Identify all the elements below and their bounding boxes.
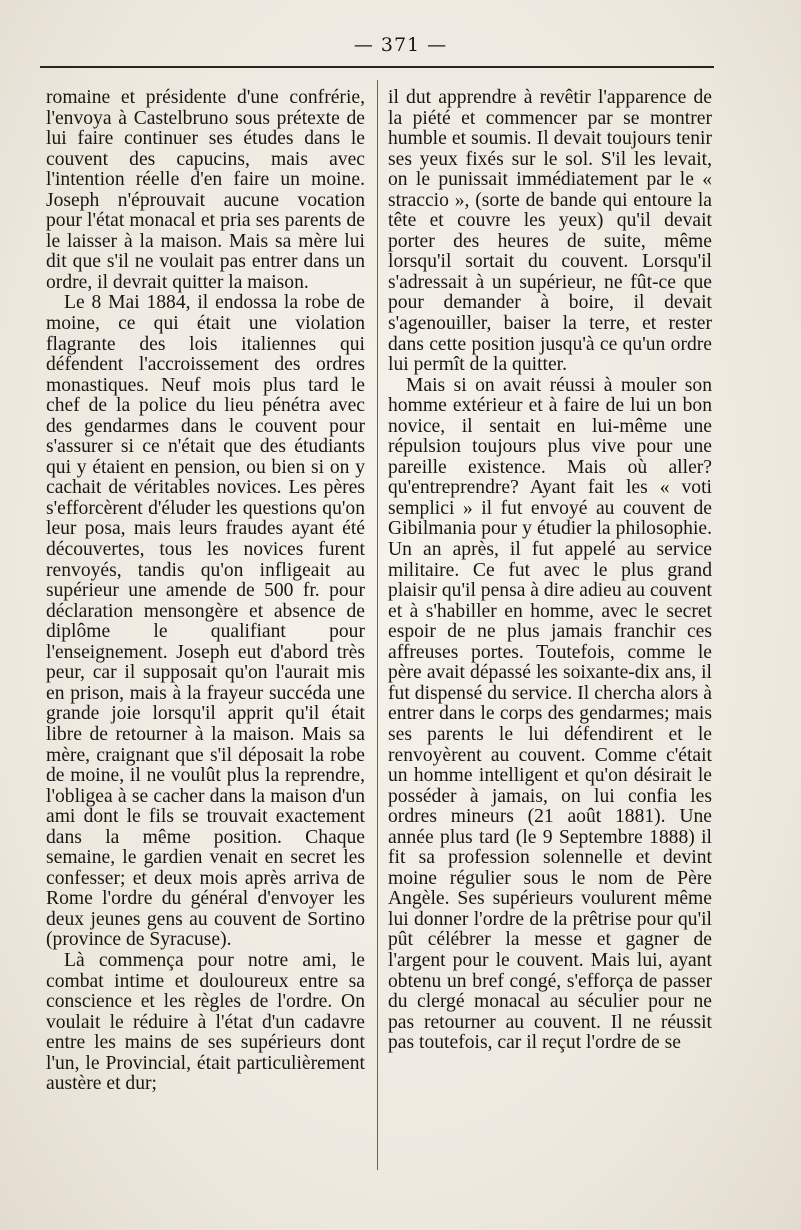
paragraph: Là commença pour notre ami, le combat intime et douloureux entre sa conscience et les règles de l'ordre. On voulait le réduire à l'état d'un cadavre entre les mains de ses supérieurs dont l'un, le Provincial, était particulièrement austère et dur;	[46, 949, 365, 1095]
right-column	[388, 88, 712, 1054]
paragraph: il dut apprendre à revêtir l'apparence de la piété et commencer par se montrer humble et soumis. Il devait toujours tenir ses yeux fixés sur le sol. S'il les levait, on le punissait immédiatement par le « straccio », (sorte de bande qui entoure la tête et couvre les yeux) qu'il devait porter des heures de suite, même lorsqu'il sortait du couvent. Lorsqu'il s'adressait à un supérieur, ne fût-ce que pour demander à boire, il devait s'agenouiller, baiser la terre, et rester dans cette position jusqu'à ce qu'un ordre lui permît de la quitter.	[388, 87, 712, 376]
left-column	[46, 88, 365, 1095]
paragraph: Le 8 Mai 1884, il endossa la robe de moine, ce qui était une violation flagrante des lois italiennes qui défendent l'accroissement des ordres monastiques. Neuf mois plus tard le chef de la police du lieu pénétra avec des gendarmes dans le couvent pour s'assurer si ce n'était que des étudiants qui y étaient en pension, ou bien si on y cachait de véritables novices. Les pères s'efforcèrent d'éluder les questions qu'on leur posa, mais leurs fraudes ayant été découvertes, tous les novices furent renvoyés, tandis qu'on infligeait au supérieur une amende de 500 fr. pour déclaration mensongère et absence de diplôme le qualifiant pour l'enseignement. Joseph eut d'abord très peur, car il supposait qu'on l'aurait mis en prison, mais à la frayeur succéda une grande joie lorsqu'il apprit qu'il était libre de retourner à la maison. Mais sa mère, craignant que s'il déposait la robe de moine, il ne voulût plus la reprendre, l'obligea à se cacher dans la maison d'un ami dont le fils se trouvait exactement dans la même position. Chaque semaine, le gardien venait en secret les confesser; et deux mois après arriva de Rome l'ordre du général d'envoyer les deux jeunes gens au couvent de Sortino (province de Syracuse).	[46, 292, 365, 951]
column-divider	[377, 80, 378, 1170]
paragraph: romaine et présidente d'une confrérie, l'envoya à Castelbruno sous prétexte de lui faire continuer ses études dans le couvent des capucins, mais avec l'intention réelle d'en faire un moine. Joseph n'éprouvait aucune vocation pour l'état monacal et pria ses parents de le laisser à la maison. Mais sa mère lui dit que s'il ne voulait pas entrer dans un ordre, il devrait quitter la maison.	[46, 87, 365, 293]
header-rule	[40, 66, 714, 68]
page-number: — 371 —	[353, 34, 448, 56]
paragraph: Mais si on avait réussi à mouler son homme extérieur et à faire de lui un bon novice, il sentait en lui-même une répulsion toujours plus vive pour une pareille existence. Mais où aller? qu'entreprendre? Ayant fait les « voti semplici » il fut envoyé au couvent de Gibilmania pour y étudier la philosophie. Un an après, il fut appelé au service militaire. Ce fut avec le plus grand plaisir qu'il pensa à dire adieu au couvent et à s'habiller en homme, avec le secret espoir de ne plus jamais franchir ces affreuses portes. Toutefois, comme le père avait dépassé les soixante-dix ans, il fut dispensé du service. Il chercha alors à entrer dans le corps des gendarmes; mais ses parents le lui défendirent et le renvoyèrent au couvent. Comme c'était un homme intelligent et qu'on désirait le posséder à jamais, on lui confia les ordres mineurs (21 août 1881). Une année plus tard (le 9 Septembre 1888) il fit sa profession solennelle et devint moine régulier sous le nom de Père Angèle. Ses supérieurs voulurent même lui donner l'ordre de la prêtrise pour qu'il pût célébrer la messe et gagner de l'argent pour le couvent. Mais lui, ayant obtenu un bref congé, s'efforça de passer du clergé monacal au séculier pour ne pas retourner au couvent. Il ne réussit pas toutefois, car il reçut l'ordre de se	[388, 374, 712, 1054]
